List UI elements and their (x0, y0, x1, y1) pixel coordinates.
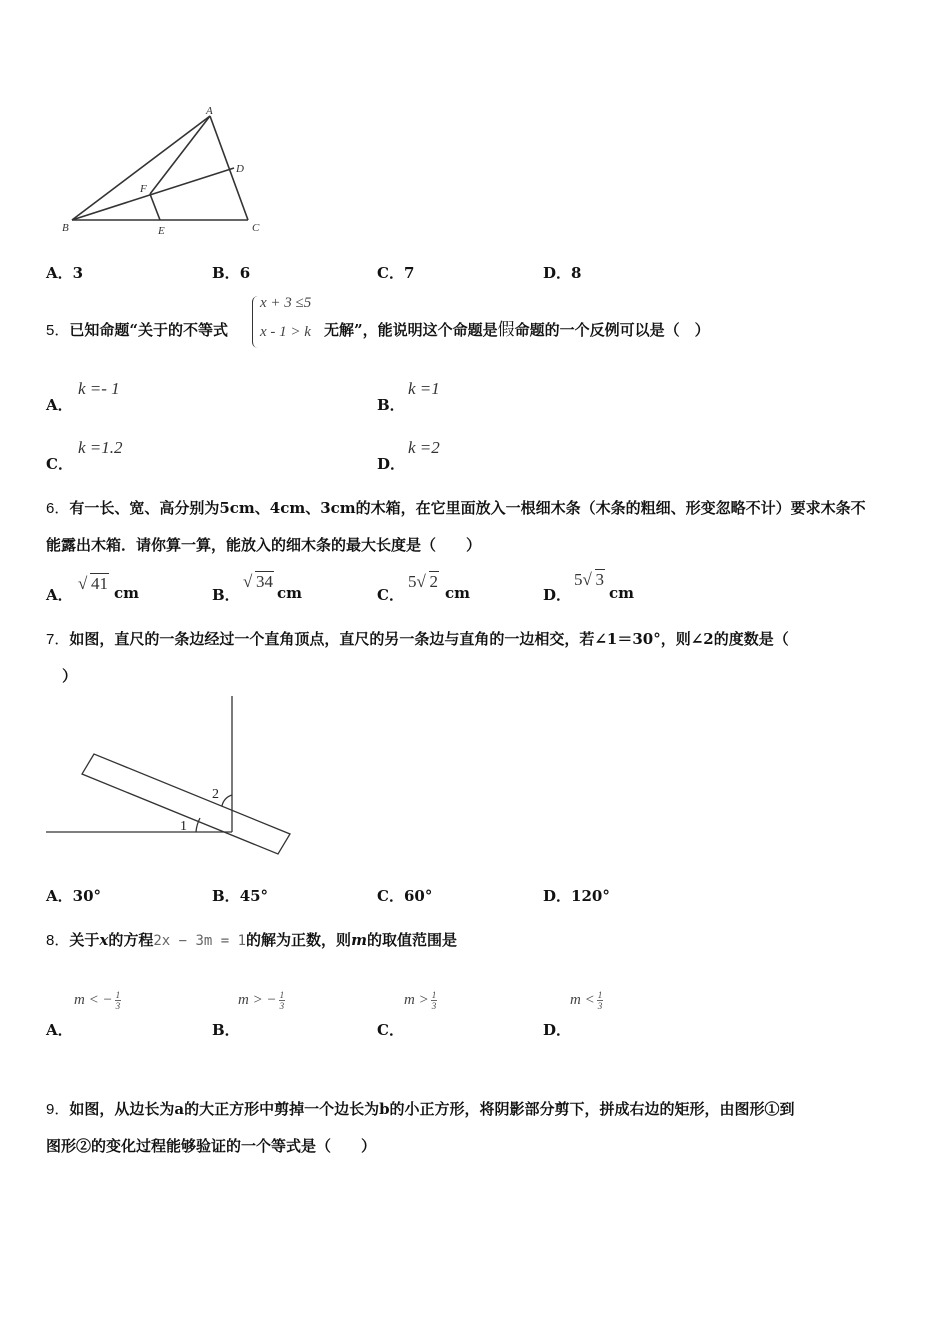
q5-text-before: 已知命题“关于的不等式 (69, 321, 228, 339)
angle-1-label: 1 (180, 819, 187, 834)
q6-option-d-unit: cm (609, 584, 635, 602)
option-value: 30° (72, 887, 102, 905)
q5-inequality-line2: x - 1 > k (260, 324, 311, 340)
question-number: 9． (46, 1101, 70, 1118)
label-E: E (158, 225, 165, 237)
q5-option-c[interactable] (46, 453, 73, 474)
q8-stem (46, 929, 457, 952)
q9-line1: 如图，从边长为a的大正方形中剪掉一个边长为b的小正方形，将阴影部分剪下，拼成右边的矩形，由图形①到 (69, 1100, 795, 1118)
q8-option-d[interactable] (543, 1019, 571, 1040)
option-letter: C． (46, 455, 73, 473)
numerator: 1 (597, 990, 603, 1000)
q6-option-d-math (574, 570, 605, 590)
option-letter: C． (377, 586, 404, 604)
sqrt: √ 34 (243, 572, 273, 591)
fraction (279, 990, 286, 1011)
option-letter: D． (543, 586, 572, 604)
q8-option-b[interactable] (212, 1019, 240, 1040)
fraction (115, 990, 122, 1011)
q8-option-b-math (238, 990, 285, 1011)
option-letter: B． (377, 396, 405, 414)
option-letter: A． (46, 396, 73, 414)
option-value: 6 (239, 264, 251, 282)
option-value: 60° (403, 887, 433, 905)
option-letter: B． (212, 264, 240, 282)
q7-option-d[interactable] (543, 885, 610, 906)
q9-stem-line1 (46, 1098, 795, 1121)
q5-stem-end (324, 319, 710, 341)
q8-equation: 2x − 3m = 1 (153, 933, 247, 949)
q4-option-b[interactable] (212, 262, 250, 283)
q5-option-a[interactable] (46, 394, 73, 415)
q6-option-b-math (243, 572, 274, 592)
denominator: 3 (597, 1001, 603, 1011)
q8-option-d-math (570, 990, 603, 1011)
option-letter: C． (377, 1021, 404, 1039)
var-m: m (351, 931, 367, 949)
denominator: 3 (431, 1001, 437, 1011)
question-number: 6． (46, 500, 70, 517)
triangle-figure (58, 104, 278, 240)
numerator: 1 (115, 990, 121, 1000)
q7-option-a[interactable] (46, 885, 101, 906)
option-value: 7 (403, 264, 415, 282)
numerator: 1 (431, 990, 437, 1000)
q5-text-end: 命题的一个反例可以是（ ） (514, 321, 710, 339)
option-letter: B． (212, 1021, 240, 1039)
q8-option-c-math (404, 990, 437, 1011)
option-letter: B． (212, 887, 240, 905)
label-B: B (62, 222, 69, 234)
q6-option-c-math (408, 572, 439, 592)
q6-option-b-unit: cm (277, 584, 303, 602)
inequality: m > (404, 991, 429, 1008)
question-number: 7． (46, 631, 70, 648)
q8-text-end: 的取值范围是 (366, 931, 457, 949)
option-letter: C． (377, 887, 404, 905)
radicand: 3 (595, 570, 604, 589)
q5-option-d[interactable] (377, 453, 405, 474)
radicand: 2 (429, 572, 438, 591)
q7-stem-line2: ） (62, 667, 78, 685)
option-letter: A． (46, 1021, 73, 1039)
option-letter: D． (543, 1021, 572, 1039)
inequality: m < (570, 991, 595, 1008)
q5-inequality-line1: x + 3 ≤5 (260, 295, 312, 311)
denominator: 3 (115, 1001, 121, 1011)
fraction (431, 990, 438, 1011)
radicand: 34 (256, 572, 273, 591)
label-A: A (206, 105, 213, 117)
q6-option-c-unit: cm (445, 584, 471, 602)
inequality: m > − (238, 991, 277, 1008)
question-number: 8． (46, 932, 70, 949)
q5-option-b[interactable] (377, 394, 405, 415)
option-letter: D． (543, 264, 572, 282)
q8-option-a-math (74, 990, 121, 1011)
q8-option-a[interactable] (46, 1019, 73, 1040)
option-value: 45° (239, 887, 269, 905)
q6-option-b[interactable] (212, 584, 240, 605)
ruler-figure (44, 692, 294, 862)
option-letter: A． (46, 887, 73, 905)
option-letter: D． (377, 455, 406, 473)
option-value: 120° (571, 887, 610, 905)
q6-option-a-unit: cm (114, 584, 140, 602)
q6-option-c[interactable] (377, 584, 404, 605)
q7-stem-line1 (46, 628, 789, 651)
sqrt: √ 3 (582, 570, 604, 589)
sqrt: √ 41 (78, 574, 108, 593)
inequality: m < − (74, 991, 113, 1008)
option-letter: C． (377, 264, 404, 282)
option-letter: A． (46, 586, 73, 604)
question-number: 5． (46, 322, 70, 339)
inequality-brace (252, 296, 259, 348)
denominator: 3 (279, 1001, 285, 1011)
coefficient: 5 (408, 572, 417, 591)
q5-text-jia: 假 (497, 320, 515, 340)
fraction (597, 990, 604, 1011)
q7-line1: 如图，直尺的一条边经过一个直角顶点，直尺的另一条边与直角的一边相交，若∠1＝30°，则∠2的度数是（ (69, 630, 789, 648)
q4-option-d[interactable] (543, 262, 581, 283)
numerator: 1 (279, 990, 285, 1000)
q6-stem-line1 (46, 497, 866, 520)
q5-option-a-math: k =- 1 (78, 379, 120, 398)
q8-text-before: 关于 (69, 931, 100, 949)
q6-line1: 有一长、宽、高分别为5cm、4cm、3cm的木箱，在它里面放入一根细木条（木条的粗细、形变忽略不计）要求木条不 (69, 499, 866, 517)
option-value: 8 (571, 264, 582, 282)
q4-option-a[interactable] (46, 262, 83, 283)
radicand: 41 (91, 574, 108, 593)
q8-option-c[interactable] (377, 1019, 404, 1040)
coefficient: 5 (574, 570, 583, 589)
q6-option-a-math (78, 574, 109, 594)
q7-option-c[interactable] (377, 885, 432, 906)
var-x: x (99, 931, 109, 949)
q4-option-c[interactable] (377, 262, 414, 283)
q5-option-c-math: k =1.2 (78, 438, 123, 457)
q5-option-b-math: k =1 (408, 379, 440, 398)
q6-stem-line2: 能露出木箱．请你算一算，能放入的细木条的最大长度是（ ） (46, 536, 482, 554)
q9-stem-line2: 图形②的变化过程能够验证的一个等式是（ ） (46, 1137, 377, 1155)
label-C: C (252, 222, 260, 234)
q5-text-after: 无解”，能说明这个命题是 (324, 321, 498, 339)
option-value: 3 (72, 264, 84, 282)
q6-option-a[interactable] (46, 584, 73, 605)
option-letter: D． (543, 887, 572, 905)
option-letter: B． (212, 586, 240, 604)
angle-2-label: 2 (212, 787, 219, 802)
q8-text-mid: 的方程 (108, 931, 154, 949)
q7-option-b[interactable] (212, 885, 268, 906)
q5-stem-start (46, 319, 228, 342)
q8-text-after: 的解为正数，则 (246, 931, 352, 949)
q6-option-d[interactable] (543, 584, 571, 605)
option-letter: A． (46, 264, 73, 282)
label-D: D (236, 163, 244, 175)
q5-option-d-math: k =2 (408, 438, 440, 457)
label-F: F (140, 183, 147, 195)
sqrt: √ 2 (416, 572, 438, 591)
